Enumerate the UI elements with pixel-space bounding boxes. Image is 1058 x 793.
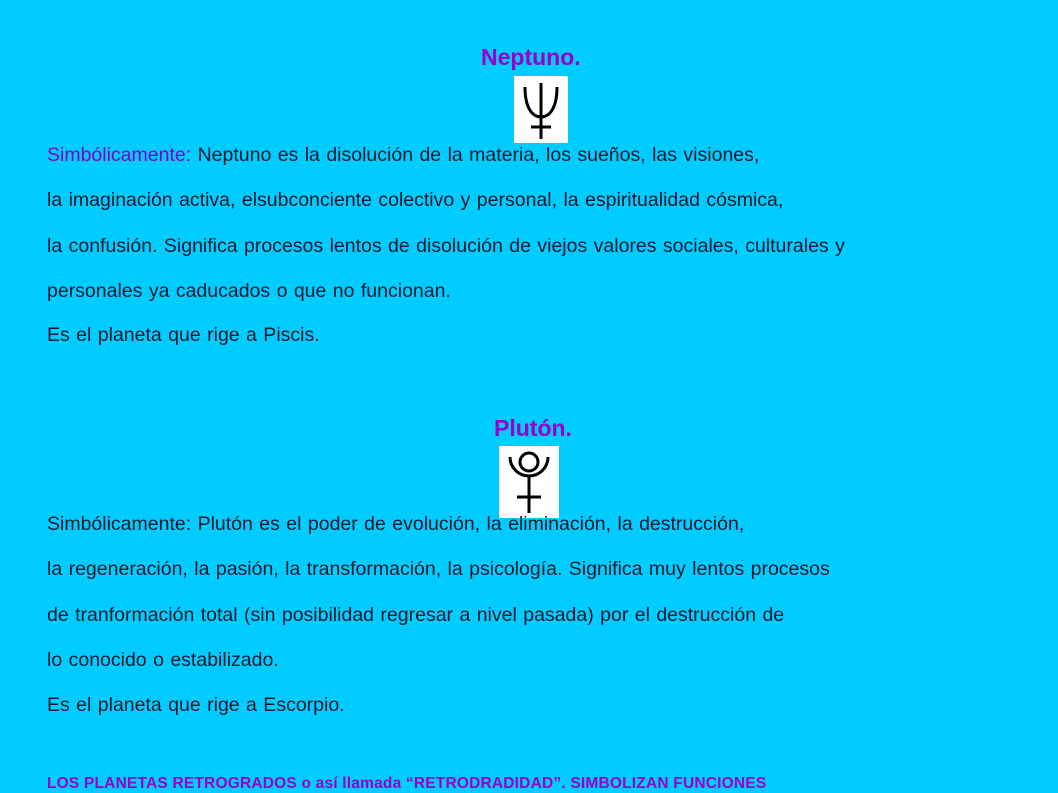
neptune-symbol-icon bbox=[514, 76, 568, 143]
pluto-symbol-icon bbox=[499, 446, 559, 518]
retrograde-heading: LOS PLANETAS RETROGRADOS o así llamada “RETRODRADIDAD”. SIMBOLIZAN FUNCIONES bbox=[47, 775, 767, 792]
pluto-title: Plutón. bbox=[494, 415, 572, 441]
neptune-line-1: Simbólicamente: Neptuno es la disolución de la materia, los sueños, las visiones, bbox=[47, 144, 760, 166]
neptune-line-2: la imaginación activa, elsubconciente colectivo y personal, la espiritualidad cósmica, bbox=[47, 189, 784, 211]
neptune-line-4: personales ya caducados o que no funcionan. bbox=[47, 280, 451, 302]
pluto-line-2: la regeneración, la pasión, la transformación, la psicología. Significa muy lentos procesos bbox=[47, 558, 830, 580]
pluto-line-1: Simbólicamente: Plutón es el poder de evolución, la eliminación, la destrucción, bbox=[47, 513, 745, 535]
pluto-line-4: lo conocido o estabilizado. bbox=[47, 649, 279, 671]
neptune-line-3: la confusión. Significa procesos lentos de disolución de viejos valores sociales, culturales y bbox=[47, 235, 845, 257]
neptune-title: Neptuno. bbox=[481, 44, 581, 70]
pluto-line-5: Es el planeta que rige a Escorpio. bbox=[47, 694, 345, 716]
neptune-label: Simbólicamente: bbox=[47, 144, 192, 166]
pluto-line-3: de tranformación total (sin posibilidad regresar a nivel pasada) por el destrucción de bbox=[47, 604, 785, 626]
neptune-line-5: Es el planeta que rige a Piscis. bbox=[47, 324, 320, 346]
